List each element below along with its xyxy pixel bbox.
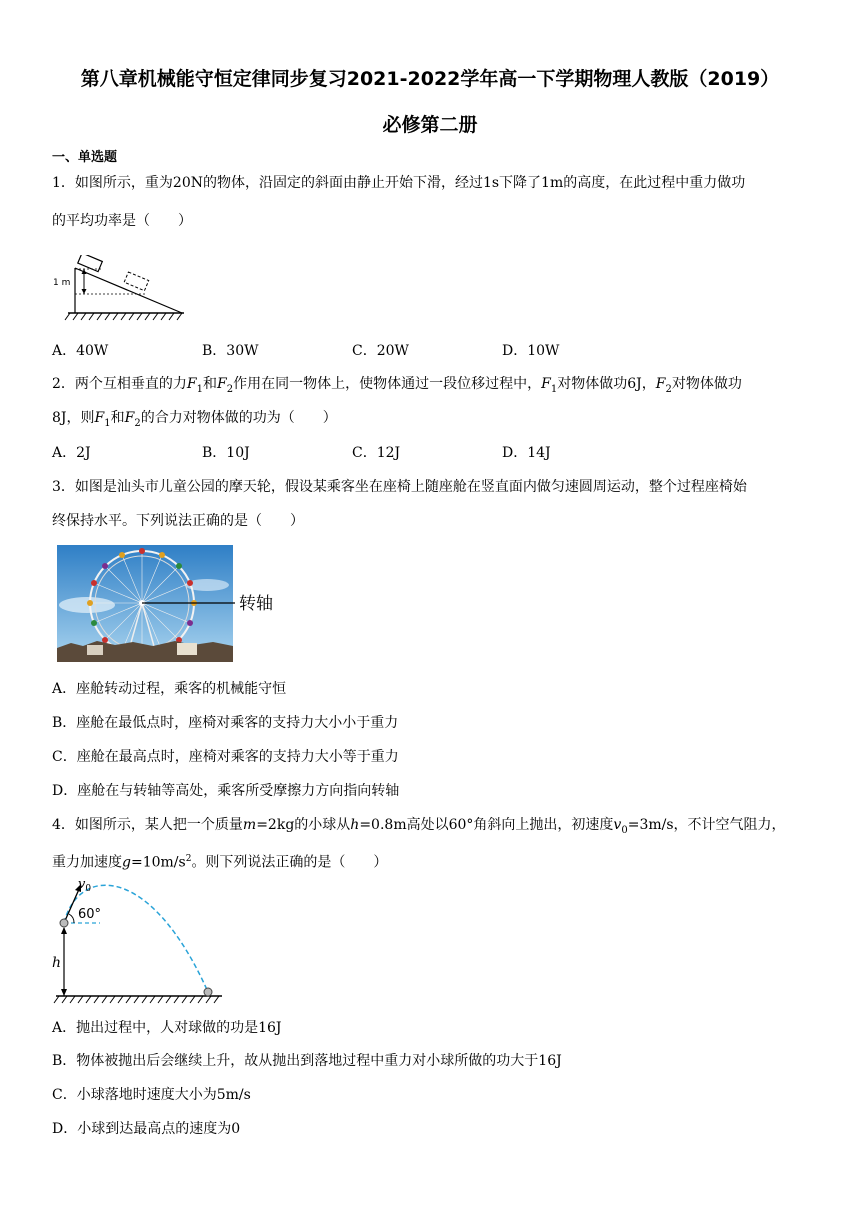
q3-option-d[interactable]: D．座舱在与转轴等高处，乘客所受摩擦力方向指向转轴 xyxy=(52,783,400,799)
q4-velocity-label: $v_0$ xyxy=(78,877,92,894)
section-heading: 一、单选题 xyxy=(52,150,118,165)
q4-text-line1: 4．如图所示，某人把一个质量m=2kg的小球从h=0.8m高处以60°角斜向上抛出，初速度$v_0=3m/s$，不计空气阻力， xyxy=(52,817,786,836)
q4-projectile-figure xyxy=(50,872,230,1010)
q4-option-d[interactable]: D．小球到达最高点的速度为0 xyxy=(52,1121,241,1137)
q1-text-line2: 的平均功率是（ ） xyxy=(52,213,192,229)
q3-ferris-wheel-photo xyxy=(57,545,297,662)
q1-option-b[interactable]: B．30W xyxy=(202,343,259,359)
q3-axis-label: 转轴 xyxy=(239,594,273,614)
q2-option-c[interactable]: C．12J xyxy=(352,445,401,461)
q3-option-b[interactable]: B．座舱在最低点时，座椅对乘客的支持力大小小于重力 xyxy=(52,715,399,731)
q2-option-b[interactable]: B．10J xyxy=(202,445,250,461)
q4-text-line2: 重力加速度$g=10m/s^2$。则下列说法正确的是（ ） xyxy=(52,854,388,871)
q4-option-b[interactable]: B．物体被抛出后会继续上升，故从抛出到落地过程中重力对小球所做的功大于16J xyxy=(52,1053,562,1069)
q1-option-c[interactable]: C．20W xyxy=(352,343,409,359)
q1-option-d[interactable]: D．10W xyxy=(502,343,560,359)
q2-option-a[interactable]: A．2J xyxy=(52,445,91,461)
page-subtitle: 必修第二册 xyxy=(382,114,478,136)
q3-text-line2: 终保持水平。下列说法正确的是（ ） xyxy=(52,513,304,529)
q4-option-c[interactable]: C．小球落地时速度大小为5m/s xyxy=(52,1087,251,1103)
q2-text-line2: 8J，则$F_1$和$F_2$的合力对物体做的功为（ ） xyxy=(52,410,337,429)
q1-option-a[interactable]: A．40W xyxy=(52,343,109,359)
q1-text-line1: 1．如图所示，重为20N的物体，沿固定的斜面由静止开始下滑，经过1s下降了1m的高度，在此过程中重力做功 xyxy=(52,175,746,191)
page-title: 第八章机械能守恒定律同步复习2021-2022学年高一下学期物理人教版（2019） xyxy=(80,68,780,90)
q2-option-d[interactable]: D．14J xyxy=(502,445,551,461)
q3-option-c[interactable]: C．座舱在最高点时，座椅对乘客的支持力大小等于重力 xyxy=(52,749,399,765)
q1-incline-figure xyxy=(50,255,190,325)
q4-angle-label: 60° xyxy=(78,907,102,922)
q4-option-a[interactable]: A．抛出过程中，人对球做的功是16J xyxy=(52,1020,282,1036)
q4-height-label: h xyxy=(52,955,62,971)
q3-option-a[interactable]: A．座舱转动过程，乘客的机械能守恒 xyxy=(52,681,287,697)
q1-height-label: 1 m xyxy=(53,278,71,288)
q3-text-line1: 3．如图是汕头市儿童公园的摩天轮，假设某乘客坐在座椅上随座舱在竖直面内做匀速圆周运动，整个过程座椅始 xyxy=(52,479,747,495)
q2-text-line1: 2．两个互相垂直的力$F_1$和$F_2$作用在同一物体上，使物体通过一段位移过程中，$F_1$对物体做功6J，$F_2$对物体做功 xyxy=(52,376,742,395)
